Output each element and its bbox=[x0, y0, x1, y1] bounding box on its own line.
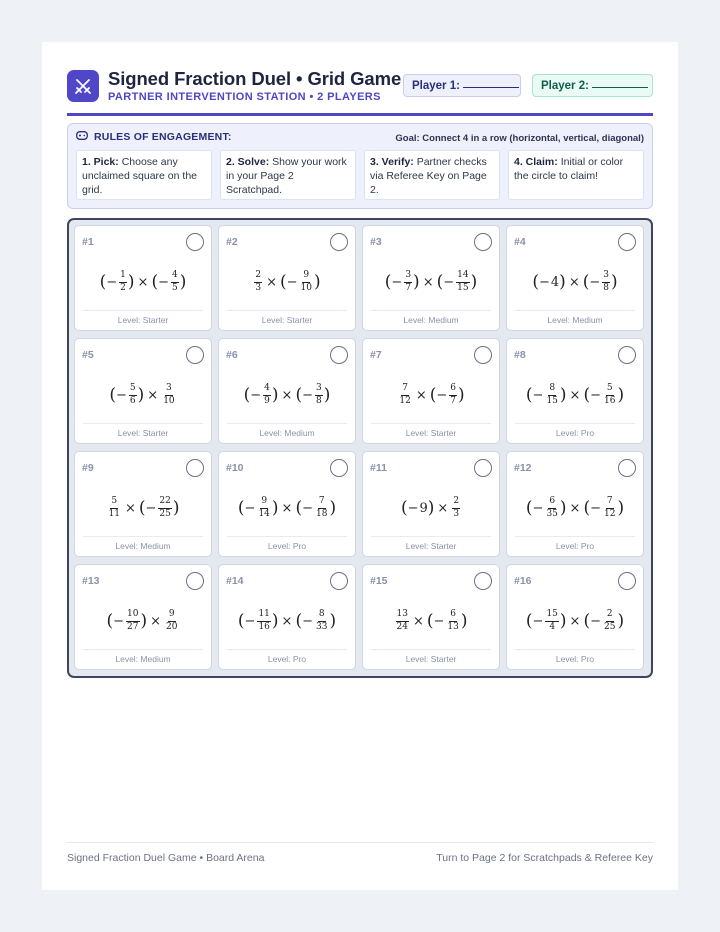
open-paren: ( bbox=[582, 271, 590, 292]
fraction-problem bbox=[219, 379, 355, 411]
minus-sign: − bbox=[532, 387, 544, 403]
denominator: 16 bbox=[604, 395, 616, 406]
close-paren: ) bbox=[137, 384, 145, 405]
fraction-problem bbox=[363, 492, 499, 524]
close-paren: ) bbox=[140, 610, 148, 631]
denominator: 2 bbox=[120, 282, 126, 293]
claim-circle[interactable] bbox=[474, 346, 492, 364]
times-sign: × bbox=[422, 274, 434, 290]
claim-circle[interactable] bbox=[474, 572, 492, 590]
times-sign: × bbox=[147, 387, 159, 403]
denominator: 16 bbox=[258, 621, 270, 632]
difficulty-level: Level: Medium bbox=[227, 423, 347, 438]
denominator: 10 bbox=[300, 282, 312, 293]
square-number: #5 bbox=[82, 349, 94, 361]
fraction bbox=[263, 384, 271, 406]
denominator: 6 bbox=[129, 395, 136, 406]
fraction bbox=[446, 610, 459, 632]
claim-circle[interactable] bbox=[618, 572, 636, 590]
claim-circle[interactable] bbox=[186, 233, 204, 251]
numerator: 3 bbox=[602, 271, 610, 282]
difficulty-level: Level: Starter bbox=[371, 423, 491, 438]
difficulty-level: Level: Starter bbox=[371, 536, 491, 551]
numerator: 4 bbox=[171, 271, 179, 282]
fraction-problem bbox=[363, 379, 499, 411]
open-paren: ( bbox=[151, 271, 159, 292]
square-number: #14 bbox=[226, 575, 244, 587]
grid-square[interactable] bbox=[506, 564, 644, 670]
fraction bbox=[398, 384, 411, 406]
close-paren: ) bbox=[611, 271, 618, 292]
fraction bbox=[315, 384, 323, 406]
open-paren: ( bbox=[138, 497, 146, 518]
crossed-swords-icon bbox=[67, 70, 99, 102]
rule-step-title: 1. Pick: bbox=[82, 156, 119, 168]
minus-sign: − bbox=[158, 274, 169, 290]
square-number: #3 bbox=[370, 236, 382, 248]
rule-step bbox=[364, 150, 500, 200]
square-number: #11 bbox=[370, 462, 387, 474]
claim-circle[interactable] bbox=[618, 459, 636, 477]
open-paren: ( bbox=[583, 384, 591, 405]
minus-sign: − bbox=[286, 274, 298, 290]
denominator: 24 bbox=[396, 621, 408, 632]
difficulty-level: Level: Pro bbox=[515, 649, 635, 664]
open-paren: ( bbox=[426, 610, 434, 631]
player-2-blank bbox=[592, 87, 648, 88]
minus-sign: − bbox=[443, 274, 455, 290]
numerator: 1 bbox=[119, 271, 127, 282]
times-sign: × bbox=[137, 274, 149, 290]
header bbox=[67, 68, 653, 116]
fraction bbox=[456, 271, 469, 293]
claim-circle[interactable] bbox=[474, 459, 492, 477]
denominator: 8 bbox=[603, 282, 609, 293]
close-paren: ) bbox=[271, 497, 279, 518]
numerator: 14 bbox=[456, 271, 469, 282]
fraction-problem bbox=[507, 266, 643, 298]
denominator: 25 bbox=[159, 508, 171, 519]
denominator: 3 bbox=[255, 282, 262, 293]
difficulty-level: Level: Pro bbox=[515, 536, 635, 551]
fraction bbox=[315, 497, 328, 519]
rule-step-title: 4. Claim: bbox=[514, 156, 558, 168]
minus-sign: − bbox=[433, 613, 445, 629]
claim-circle[interactable] bbox=[330, 233, 348, 251]
numerator: 3 bbox=[404, 271, 412, 282]
open-paren: ( bbox=[384, 271, 392, 292]
open-paren: ( bbox=[237, 497, 245, 518]
rule-step-text: Initial or color the circle to claim! bbox=[514, 156, 624, 182]
open-paren: ( bbox=[525, 610, 533, 631]
denominator: 20 bbox=[166, 621, 178, 632]
fraction bbox=[545, 384, 558, 406]
close-paren: ) bbox=[617, 610, 625, 631]
grid-square[interactable] bbox=[362, 451, 500, 557]
fraction-problem bbox=[219, 266, 355, 298]
rule-step bbox=[508, 150, 644, 200]
numerator: 2 bbox=[452, 497, 460, 508]
numerator: 13 bbox=[396, 610, 409, 621]
numerator: 8 bbox=[318, 610, 326, 621]
open-paren: ( bbox=[106, 610, 114, 631]
open-paren: ( bbox=[532, 271, 539, 292]
denominator: 5 bbox=[172, 282, 178, 293]
denominator: 35 bbox=[546, 508, 558, 519]
page-subtitle: PARTNER INTERVENTION STATION • 2 PLAYERS bbox=[108, 91, 381, 103]
grid-square[interactable] bbox=[362, 225, 500, 331]
close-paren: ) bbox=[323, 384, 331, 405]
fraction bbox=[404, 271, 412, 293]
numerator: 7 bbox=[318, 497, 326, 508]
open-paren: ( bbox=[280, 271, 287, 292]
denominator: 8 bbox=[316, 395, 322, 406]
fraction bbox=[449, 384, 457, 406]
minus-sign: − bbox=[532, 500, 544, 516]
square-number: #2 bbox=[226, 236, 238, 248]
numerator: 9 bbox=[302, 271, 310, 282]
minus-sign: − bbox=[407, 500, 419, 516]
close-paren: ) bbox=[413, 271, 420, 292]
numerator: 5 bbox=[110, 497, 118, 508]
square-number: #15 bbox=[370, 575, 388, 587]
fraction-problem bbox=[219, 492, 355, 524]
grid-square[interactable] bbox=[506, 338, 644, 444]
close-paren: ) bbox=[617, 497, 625, 518]
close-paren: ) bbox=[559, 271, 566, 292]
grid-square[interactable] bbox=[74, 338, 212, 444]
numerator: 2 bbox=[254, 271, 262, 282]
minus-sign: − bbox=[244, 613, 256, 629]
denominator: 15 bbox=[457, 282, 469, 293]
grid-square[interactable] bbox=[362, 338, 500, 444]
numerator: 9 bbox=[260, 497, 268, 508]
denominator: 33 bbox=[316, 621, 328, 632]
times-sign: × bbox=[281, 613, 293, 629]
footer-right: Turn to Page 2 for Scratchpads & Referee Key bbox=[436, 852, 653, 864]
times-sign: × bbox=[568, 274, 580, 290]
rules-panel bbox=[67, 123, 653, 209]
close-paren: ) bbox=[271, 610, 279, 631]
open-paren: ( bbox=[429, 384, 437, 405]
fraction bbox=[603, 610, 616, 632]
rules-heading-text: RULES OF ENGAGEMENT: bbox=[94, 131, 232, 143]
denominator: 9 bbox=[264, 395, 270, 406]
open-paren: ( bbox=[583, 497, 591, 518]
open-paren: ( bbox=[436, 271, 444, 292]
player-1-field[interactable] bbox=[403, 74, 521, 97]
numerator: 6 bbox=[449, 610, 457, 621]
fraction-problem bbox=[219, 605, 355, 637]
numerator: 2 bbox=[606, 610, 614, 621]
denominator: 13 bbox=[447, 621, 459, 632]
difficulty-level: Level: Medium bbox=[371, 310, 491, 325]
numerator: 3 bbox=[165, 384, 173, 395]
times-sign: × bbox=[412, 613, 424, 629]
rule-step bbox=[76, 150, 212, 200]
fraction bbox=[300, 271, 313, 293]
denominator: 3 bbox=[453, 508, 460, 519]
open-paren: ( bbox=[583, 610, 591, 631]
denominator: 7 bbox=[405, 282, 412, 293]
numerator: 6 bbox=[449, 384, 457, 395]
minus-sign: − bbox=[302, 387, 313, 403]
denominator: 7 bbox=[450, 395, 456, 406]
denominator: 18 bbox=[316, 508, 328, 519]
minus-sign: − bbox=[145, 500, 157, 516]
close-paren: ) bbox=[559, 384, 567, 405]
fraction bbox=[257, 497, 270, 519]
numerator: 4 bbox=[263, 384, 271, 395]
minus-sign: − bbox=[113, 613, 125, 629]
difficulty-level: Level: Starter bbox=[83, 310, 203, 325]
open-paren: ( bbox=[400, 497, 408, 518]
claim-circle[interactable] bbox=[618, 233, 636, 251]
claim-circle[interactable] bbox=[330, 572, 348, 590]
claim-circle[interactable] bbox=[186, 459, 204, 477]
denominator: 15 bbox=[546, 395, 558, 406]
square-number: #1 bbox=[82, 236, 94, 248]
open-paren: ( bbox=[525, 384, 533, 405]
square-number: #9 bbox=[82, 462, 94, 474]
fraction bbox=[108, 497, 121, 519]
fraction bbox=[452, 497, 460, 519]
times-sign: × bbox=[124, 500, 136, 516]
whole-number: 9 bbox=[419, 500, 428, 516]
fraction bbox=[315, 610, 328, 632]
minus-sign: − bbox=[590, 387, 601, 403]
denominator: 14 bbox=[258, 508, 270, 519]
times-sign: × bbox=[437, 500, 449, 516]
close-paren: ) bbox=[314, 271, 321, 292]
grid-square[interactable] bbox=[506, 225, 644, 331]
fraction bbox=[165, 610, 178, 632]
open-paren: ( bbox=[109, 384, 116, 405]
fraction bbox=[162, 384, 175, 406]
difficulty-level: Level: Pro bbox=[227, 536, 347, 551]
grid-square[interactable] bbox=[218, 451, 356, 557]
square-number: #13 bbox=[82, 575, 100, 587]
close-paren: ) bbox=[617, 384, 625, 405]
numerator: 5 bbox=[606, 384, 614, 395]
difficulty-level: Level: Starter bbox=[371, 649, 491, 664]
minus-sign: − bbox=[538, 274, 550, 290]
fraction bbox=[396, 610, 409, 632]
numerator: 6 bbox=[548, 497, 556, 508]
numerator: 11 bbox=[257, 610, 270, 621]
open-paren: ( bbox=[243, 384, 251, 405]
footer bbox=[67, 842, 653, 864]
board-grid bbox=[74, 225, 644, 670]
numerator: 3 bbox=[315, 384, 323, 395]
numerator: 9 bbox=[168, 610, 176, 621]
fraction-problem bbox=[363, 266, 499, 298]
claim-circle[interactable] bbox=[330, 459, 348, 477]
fraction-problem bbox=[75, 605, 211, 637]
minus-sign: − bbox=[590, 500, 601, 516]
open-paren: ( bbox=[295, 610, 303, 631]
times-sign: × bbox=[569, 387, 581, 403]
fraction bbox=[119, 271, 127, 293]
rule-step-text: Show your work in your Page 2 Scratchpad. bbox=[226, 156, 347, 196]
denominator: 10 bbox=[163, 395, 175, 406]
close-paren: ) bbox=[329, 497, 337, 518]
player-2-label: Player 2: bbox=[541, 80, 589, 92]
close-paren: ) bbox=[329, 610, 337, 631]
fraction bbox=[257, 610, 270, 632]
times-sign: × bbox=[281, 500, 293, 516]
rules-heading bbox=[76, 131, 232, 143]
minus-sign: − bbox=[250, 387, 262, 403]
open-paren: ( bbox=[295, 497, 303, 518]
claim-circle[interactable] bbox=[618, 346, 636, 364]
close-paren: ) bbox=[179, 271, 187, 292]
difficulty-level: Level: Medium bbox=[83, 649, 203, 664]
close-paren: ) bbox=[127, 271, 135, 292]
grid-square[interactable] bbox=[218, 338, 356, 444]
whole-number: 4 bbox=[550, 274, 560, 290]
grid-square[interactable] bbox=[506, 451, 644, 557]
square-number: #6 bbox=[226, 349, 238, 361]
minus-sign: − bbox=[302, 613, 313, 629]
close-paren: ) bbox=[271, 384, 279, 405]
gamepad-icon bbox=[76, 131, 88, 143]
numerator: 10 bbox=[126, 610, 139, 621]
player-2-field[interactable] bbox=[532, 74, 653, 97]
close-paren: ) bbox=[458, 384, 465, 405]
square-number: #12 bbox=[514, 462, 532, 474]
rule-step-title: 2. Solve: bbox=[226, 156, 270, 168]
denominator: 12 bbox=[399, 395, 411, 406]
claim-circle[interactable] bbox=[474, 233, 492, 251]
times-sign: × bbox=[266, 274, 277, 290]
grid-square[interactable] bbox=[218, 564, 356, 670]
grid-square[interactable] bbox=[74, 225, 212, 331]
minus-sign: − bbox=[244, 500, 256, 516]
numerator: 5 bbox=[129, 384, 137, 395]
claim-circle[interactable] bbox=[186, 572, 204, 590]
fraction bbox=[126, 610, 139, 632]
numerator: 22 bbox=[158, 497, 171, 508]
minus-sign: − bbox=[589, 274, 601, 290]
times-sign: × bbox=[569, 613, 581, 629]
denominator: 27 bbox=[127, 621, 139, 632]
denominator: 12 bbox=[604, 508, 616, 519]
square-number: #10 bbox=[226, 462, 244, 474]
minus-sign: − bbox=[106, 274, 118, 290]
fraction bbox=[603, 384, 616, 406]
fraction-problem bbox=[75, 492, 211, 524]
close-paren: ) bbox=[460, 610, 468, 631]
numerator: 8 bbox=[548, 384, 556, 395]
fraction bbox=[129, 384, 137, 406]
close-paren: ) bbox=[559, 610, 567, 631]
fraction bbox=[602, 271, 610, 293]
claim-circle[interactable] bbox=[186, 346, 204, 364]
fraction-problem bbox=[363, 605, 499, 637]
numerator: 7 bbox=[401, 384, 409, 395]
game-board bbox=[67, 218, 653, 678]
minus-sign: − bbox=[116, 387, 127, 403]
times-sign: × bbox=[281, 387, 293, 403]
player-1-label: Player 1: bbox=[412, 80, 460, 92]
times-sign: × bbox=[569, 500, 581, 516]
footer-left: Signed Fraction Duel Game • Board Arena bbox=[67, 852, 265, 864]
minus-sign: − bbox=[590, 613, 601, 629]
fraction bbox=[603, 497, 616, 519]
numerator: 15 bbox=[545, 610, 558, 621]
close-paren: ) bbox=[470, 271, 478, 292]
fraction-problem bbox=[507, 605, 643, 637]
difficulty-level: Level: Starter bbox=[227, 310, 347, 325]
open-paren: ( bbox=[525, 497, 533, 518]
minus-sign: − bbox=[391, 274, 403, 290]
fraction-problem bbox=[75, 266, 211, 298]
open-paren: ( bbox=[99, 271, 107, 292]
minus-sign: − bbox=[436, 387, 448, 403]
square-number: #8 bbox=[514, 349, 526, 361]
difficulty-level: Level: Pro bbox=[227, 649, 347, 664]
rule-step-text: Choose any unclaimed square on the grid. bbox=[82, 156, 197, 196]
close-paren: ) bbox=[172, 497, 180, 518]
fraction bbox=[545, 610, 558, 632]
close-paren: ) bbox=[559, 497, 567, 518]
square-number: #7 bbox=[370, 349, 382, 361]
rule-steps bbox=[76, 150, 644, 200]
fraction bbox=[158, 497, 171, 519]
grid-square[interactable] bbox=[362, 564, 500, 670]
fraction bbox=[254, 271, 262, 293]
close-paren: ) bbox=[427, 497, 435, 518]
fraction-problem bbox=[507, 379, 643, 411]
fraction-problem bbox=[75, 379, 211, 411]
difficulty-level: Level: Medium bbox=[83, 536, 203, 551]
fraction bbox=[545, 497, 558, 519]
square-number: #16 bbox=[514, 575, 532, 587]
difficulty-level: Level: Medium bbox=[515, 310, 635, 325]
grid-square[interactable] bbox=[218, 225, 356, 331]
grid-square[interactable] bbox=[74, 451, 212, 557]
grid-square[interactable] bbox=[74, 564, 212, 670]
denominator: 25 bbox=[604, 621, 616, 632]
page-title: Signed Fraction Duel • Grid Game bbox=[108, 68, 402, 89]
rule-step-title: 3. Verify: bbox=[370, 156, 414, 168]
player-1-blank bbox=[463, 87, 519, 88]
denominator: 11 bbox=[108, 508, 120, 519]
minus-sign: − bbox=[532, 613, 544, 629]
claim-circle[interactable] bbox=[330, 346, 348, 364]
numerator: 7 bbox=[606, 497, 614, 508]
denominator: 4 bbox=[549, 621, 556, 632]
rule-step-text: Partner checks via Referee Key on Page 2. bbox=[370, 156, 487, 196]
open-paren: ( bbox=[295, 384, 303, 405]
square-number: #4 bbox=[514, 236, 526, 248]
fraction-problem bbox=[507, 492, 643, 524]
times-sign: × bbox=[150, 613, 162, 629]
difficulty-level: Level: Pro bbox=[515, 423, 635, 438]
goal-text: Goal: Connect 4 in a row (horizontal, vertical, diagonal) bbox=[395, 133, 644, 144]
difficulty-level: Level: Starter bbox=[83, 423, 203, 438]
worksheet-page bbox=[42, 42, 678, 890]
times-sign: × bbox=[415, 387, 427, 403]
rule-step bbox=[220, 150, 356, 200]
minus-sign: − bbox=[302, 500, 313, 516]
open-paren: ( bbox=[237, 610, 245, 631]
fraction bbox=[171, 271, 179, 293]
